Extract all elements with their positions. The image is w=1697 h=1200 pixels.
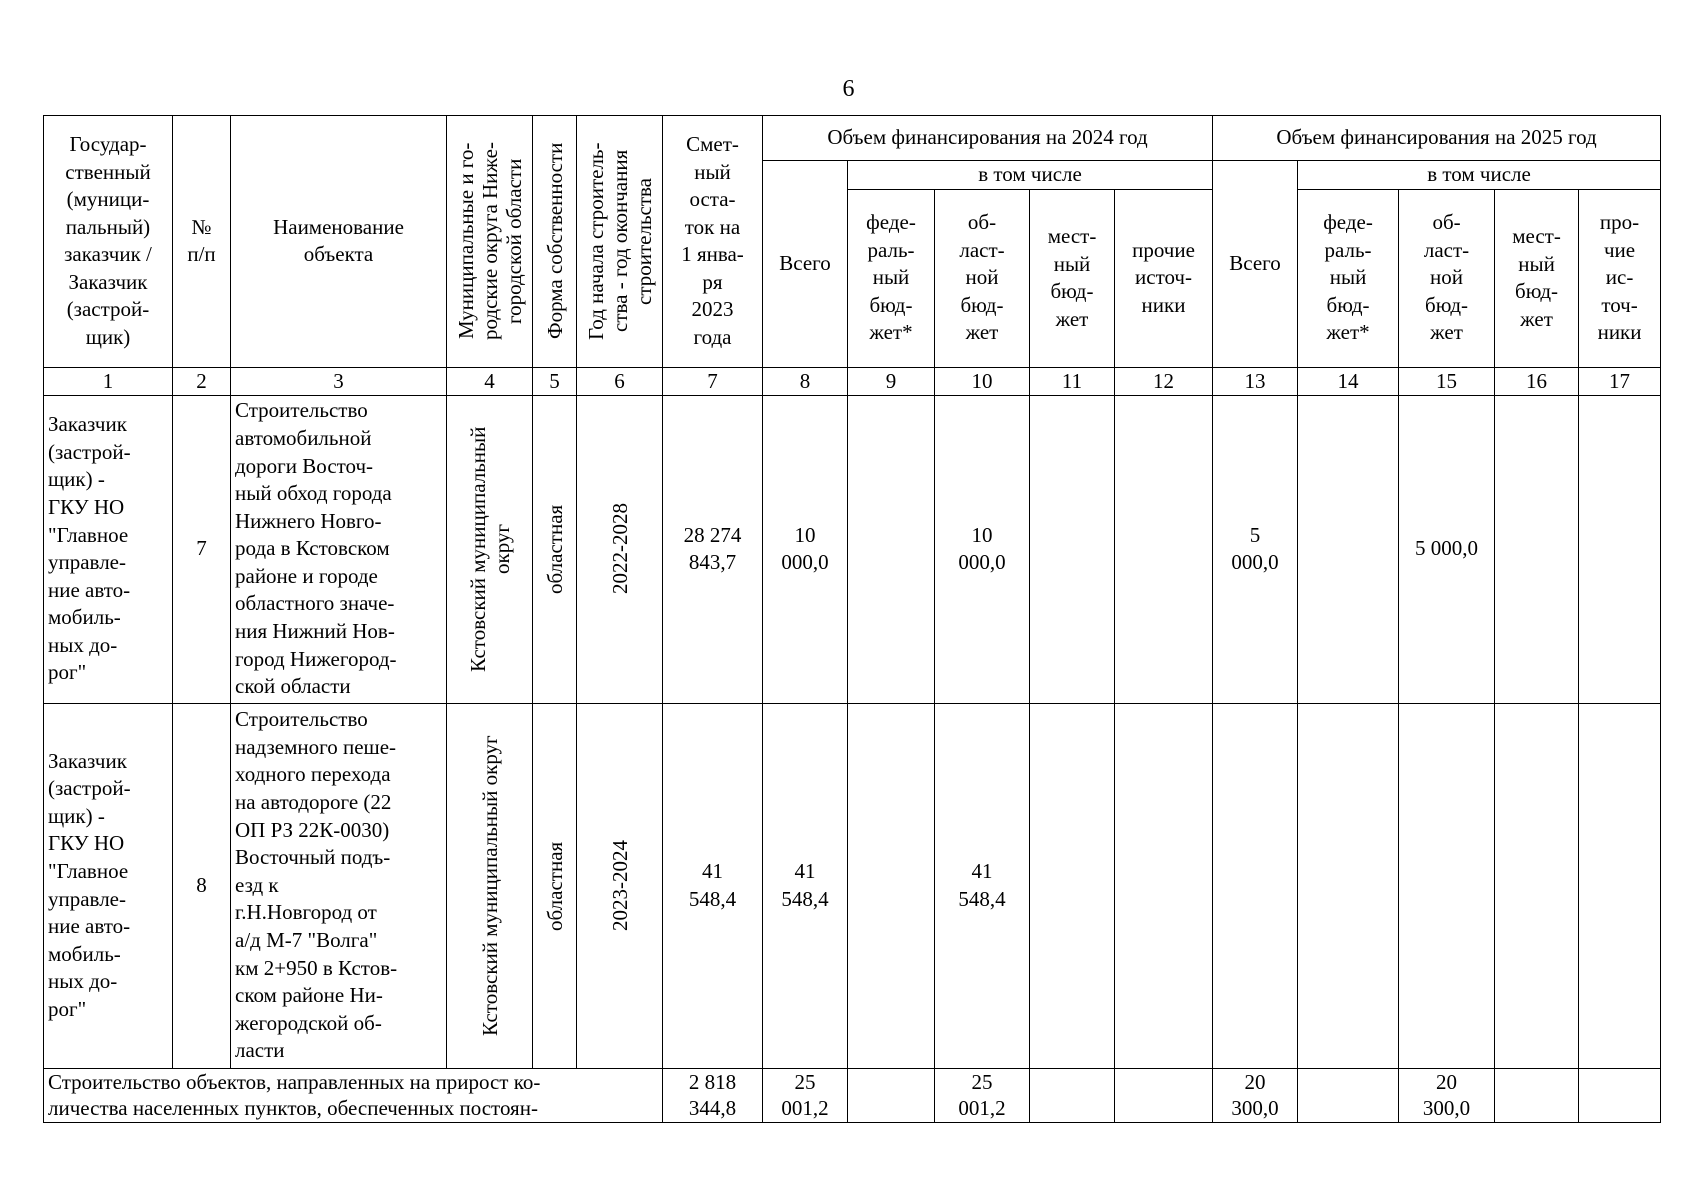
header-ownership (533, 116, 577, 368)
header-local-2024: мест- ный бюд- жет (1030, 189, 1115, 367)
row-local-2025 (1495, 703, 1579, 1068)
row-ownership (533, 395, 577, 703)
row-years (577, 395, 663, 703)
summary-federal-2024 (848, 1068, 935, 1122)
header-years (577, 116, 663, 368)
column-number: 17 (1579, 367, 1661, 395)
summary-remaining: 2 818 344,8 (663, 1068, 763, 1122)
header-other-2024: прочие источ- ники (1115, 189, 1213, 367)
header-federal-2025: феде- раль- ный бюд- жет* (1298, 189, 1399, 367)
summary-total-2024: 25 001,2 (763, 1068, 848, 1122)
column-number: 13 (1213, 367, 1298, 395)
row-other-2025 (1579, 395, 1661, 703)
financing-table (43, 115, 1661, 1123)
row-other-2025 (1579, 703, 1661, 1068)
header-num: № п/п (173, 116, 231, 368)
header-total-2024: Всего (763, 161, 848, 368)
column-number: 1 (44, 367, 173, 395)
row-num: 8 (173, 703, 231, 1068)
row-federal-2024 (848, 395, 935, 703)
summary-other-2025 (1579, 1068, 1661, 1122)
summary-label: Строительство объектов, направленных на прирост ко- личества населенных пунктов, обеспеченных постоян- (44, 1068, 663, 1122)
summary-local-2025 (1495, 1068, 1579, 1122)
row-customer: Заказчик (застрой- щик) - ГКУ НО "Главное управле- ние авто- мобиль- ных до- рог" (44, 703, 173, 1068)
row-regional-2025 (1399, 703, 1495, 1068)
row-years-text: 2023-2024 (607, 840, 632, 932)
summary-local-2024 (1030, 1068, 1115, 1122)
column-number: 4 (447, 367, 533, 395)
header-federal-2024: феде- раль- ный бюд- жет* (848, 189, 935, 367)
row-municipality-text: Кстовский муниципальный округ (465, 426, 514, 672)
row-local-2025 (1495, 395, 1579, 703)
row-other-2024 (1115, 395, 1213, 703)
header-municipality-text: Муниципальные и го- родские округа Ниже- городской области (453, 142, 526, 341)
header-including-2025: в том числе (1298, 161, 1661, 190)
row-object-name: Строительство автомобильной дороги Восточ- ный обход города Нижнего Новго- рода в Кстовском районе и городе областного значе- ния Нижний Нов- город Нижегород- ской области (231, 395, 447, 703)
row-federal-2024 (848, 703, 935, 1068)
row-regional-2024: 41 548,4 (935, 703, 1030, 1068)
summary-federal-2025 (1298, 1068, 1399, 1122)
row-years (577, 703, 663, 1068)
row-regional-2025: 5 000,0 (1399, 395, 1495, 703)
summary-other-2024 (1115, 1068, 1213, 1122)
row-remaining: 41 548,4 (663, 703, 763, 1068)
row-remaining: 28 274 843,7 (663, 395, 763, 703)
column-number: 3 (231, 367, 447, 395)
column-number: 11 (1030, 367, 1115, 395)
table-row (44, 395, 1661, 703)
header-regional-2024: об- ласт- ной бюд- жет (935, 189, 1030, 367)
row-municipality-text: Кстовский муниципальный округ (477, 735, 502, 1036)
row-object-name: Строительство надземного пеше- ходного перехода на автодороге (22 ОП РЗ 22К-0030) Восточный подъ- езд к г.Н.Новгород от а/д М-7 "Волга" км 2+950 в Кстов- ском районе Ни- жегородской об- ласти (231, 703, 447, 1068)
row-other-2024 (1115, 703, 1213, 1068)
header-remaining: Смет- ный оста- ток на 1 янва- ря 2023 года (663, 116, 763, 368)
header-ownership-text: Форма собственности (542, 143, 567, 340)
page-number: 6 (842, 76, 855, 102)
row-total-2025: 5 000,0 (1213, 395, 1298, 703)
column-number: 7 (663, 367, 763, 395)
row-local-2024 (1030, 395, 1115, 703)
row-federal-2025 (1298, 703, 1399, 1068)
header-local-2025: мест- ный бюд- жет (1495, 189, 1579, 367)
summary-row (44, 1068, 1661, 1122)
column-number: 10 (935, 367, 1030, 395)
header-total-2025: Всего (1213, 161, 1298, 368)
row-federal-2025 (1298, 395, 1399, 703)
row-regional-2024: 10 000,0 (935, 395, 1030, 703)
header-regional-2025: об- ласт- ной бюд- жет (1399, 189, 1495, 367)
row-total-2025 (1213, 703, 1298, 1068)
summary-regional-2025: 20 300,0 (1399, 1068, 1495, 1122)
column-number: 12 (1115, 367, 1213, 395)
header-name: Наименование объекта (231, 116, 447, 368)
row-years-text: 2022-2028 (607, 503, 632, 595)
summary-total-2025: 20 300,0 (1213, 1068, 1298, 1122)
summary-regional-2024: 25 001,2 (935, 1068, 1030, 1122)
header-fin-2025: Объем финансирования на 2025 год (1213, 116, 1661, 161)
header-municipality (447, 116, 533, 368)
column-number: 9 (848, 367, 935, 395)
header-customer: Государ- ственный (муници- пальный) заказчик / Заказчик (застрой- щик) (44, 116, 173, 368)
row-num: 7 (173, 395, 231, 703)
column-number: 16 (1495, 367, 1579, 395)
row-customer: Заказчик (застрой- щик) - ГКУ НО "Главное управле- ние авто- мобиль- ных до- рог" (44, 395, 173, 703)
column-number: 6 (577, 367, 663, 395)
table-row (44, 703, 1661, 1068)
column-number-row (44, 367, 1661, 395)
row-total-2024: 10 000,0 (763, 395, 848, 703)
row-municipality (447, 703, 533, 1068)
column-number: 2 (173, 367, 231, 395)
row-total-2024: 41 548,4 (763, 703, 848, 1068)
row-ownership (533, 703, 577, 1068)
row-ownership-text: областная (542, 841, 567, 931)
header-years-text: Год начала строитель- ства - год окончания строительства (583, 142, 656, 341)
row-local-2024 (1030, 703, 1115, 1068)
column-number: 14 (1298, 367, 1399, 395)
row-municipality (447, 395, 533, 703)
header-row-1 (44, 116, 1661, 161)
column-number: 15 (1399, 367, 1495, 395)
header-other-2025: про- чие ис- точ- ники (1579, 189, 1661, 367)
header-fin-2024: Объем финансирования на 2024 год (763, 116, 1213, 161)
column-number: 8 (763, 367, 848, 395)
column-number: 5 (533, 367, 577, 395)
header-including-2024: в том числе (848, 161, 1213, 190)
row-ownership-text: областная (542, 504, 567, 594)
